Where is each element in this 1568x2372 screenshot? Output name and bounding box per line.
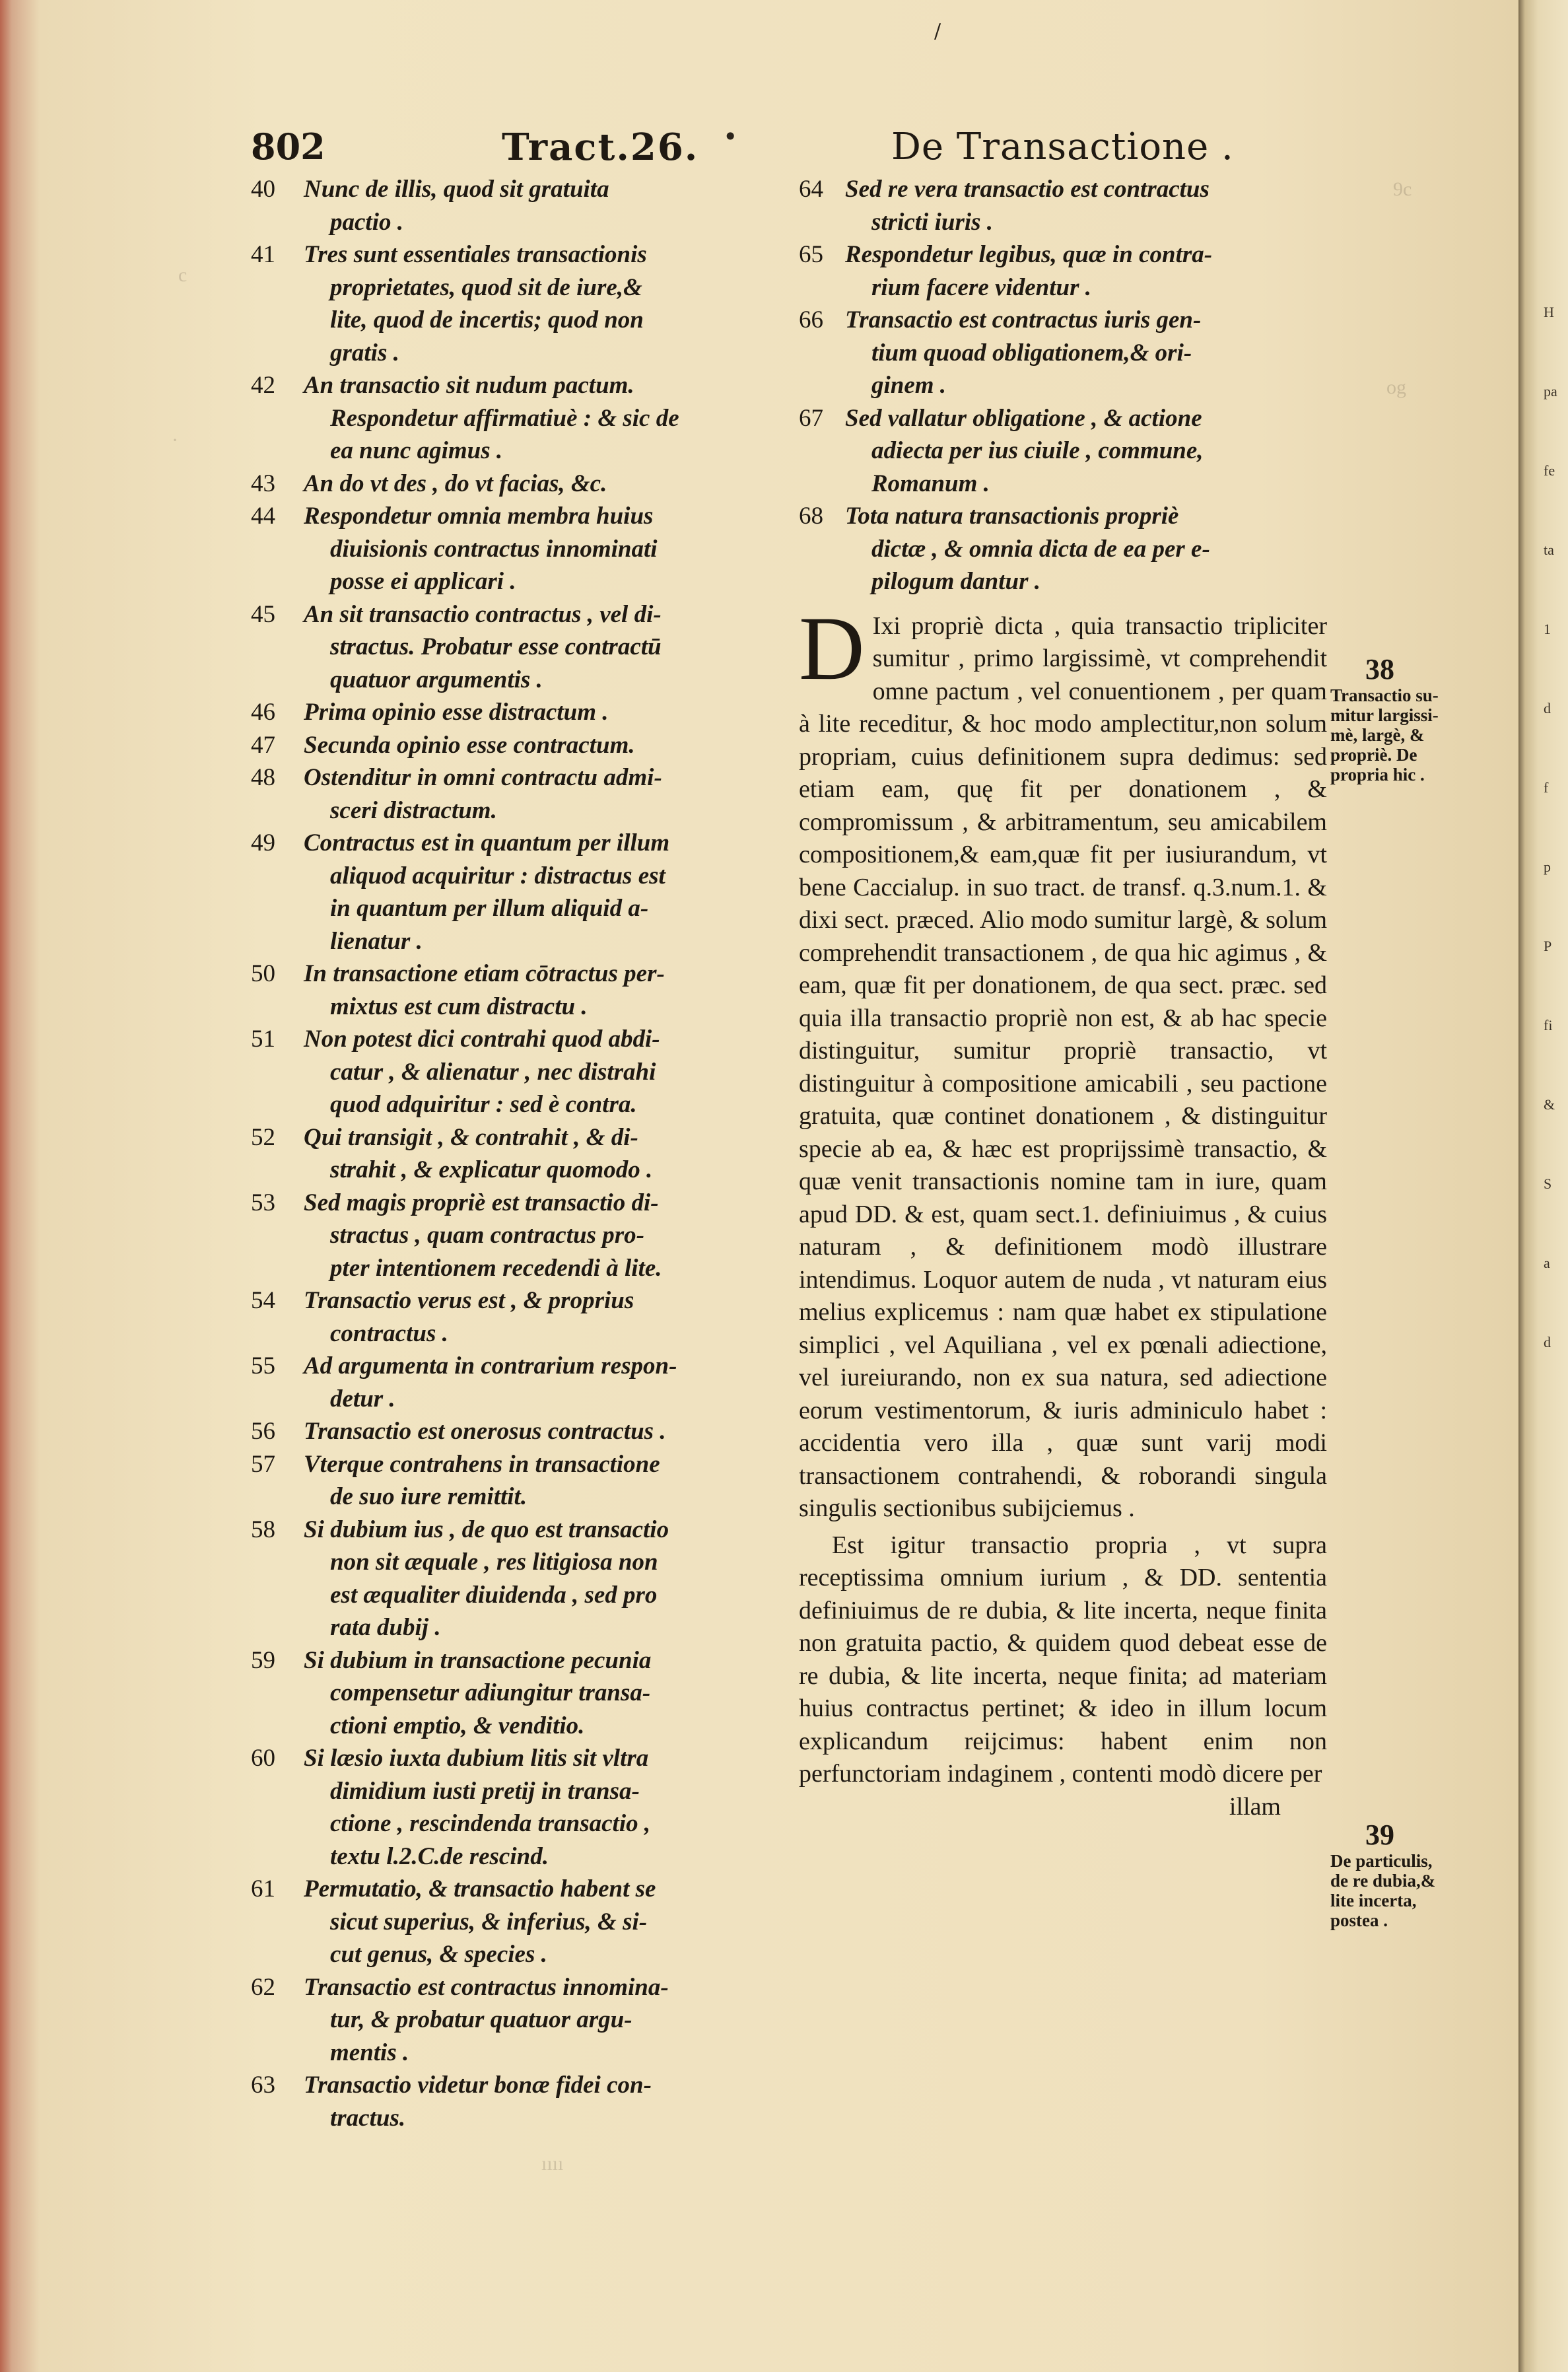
summary-line: dictæ , & omnia dicta de ea per e- xyxy=(871,535,1210,563)
summary-line: sicut superius, & inferius, & si- xyxy=(330,1908,648,1936)
summary-item-number: 53 xyxy=(251,1189,275,1216)
summary-line: posse ei applicari . xyxy=(330,568,516,595)
summary-line: contractus . xyxy=(330,1319,448,1347)
summary-item-number: 68 xyxy=(799,503,823,530)
summary-line: Transactio verus est , & proprius xyxy=(304,1287,634,1314)
summary-line: textu l.2.C.de rescind. xyxy=(330,1842,549,1870)
main-text xyxy=(799,597,1327,1824)
summary-line: quod adquiritur : sed è contra. xyxy=(330,1091,637,1118)
summary-line: rium facere videntur . xyxy=(871,273,1091,301)
summary-line: stractus , quam contractus pro- xyxy=(330,1222,644,1249)
summary-item xyxy=(799,173,1327,238)
summary-item-number: 54 xyxy=(251,1287,275,1314)
facing-page-fragment: f xyxy=(1544,779,1549,796)
summary-line: stricti iuris . xyxy=(871,208,994,236)
margin-note-line: propriè. De xyxy=(1330,745,1417,765)
facing-page-fragment: a xyxy=(1544,1255,1550,1271)
summary-item-number: 40 xyxy=(251,176,275,203)
drop-cap: D xyxy=(799,597,865,699)
summary-line: strahit , & explicatur quomodo . xyxy=(330,1156,653,1183)
summary-item xyxy=(251,729,779,762)
summary-line: Si læsio iuxta dubium litis sit vltra xyxy=(304,1745,649,1772)
facing-page-fragment: S xyxy=(1544,1175,1552,1192)
summary-item xyxy=(251,761,779,827)
summary-item-number: 60 xyxy=(251,1745,275,1772)
summary-item xyxy=(251,958,779,1023)
right-column xyxy=(799,173,1327,1823)
summary-item xyxy=(251,1121,779,1187)
summary-line: Vterque contrahens in transactione xyxy=(304,1450,660,1478)
margin-note-line: lite incerta, xyxy=(1330,1891,1417,1910)
margin-note-line: De particulis, xyxy=(1330,1851,1433,1871)
facing-page-fragment: fi xyxy=(1544,1017,1553,1033)
summary-line: pter intentionem recedendi à lite. xyxy=(330,1254,662,1282)
paragraph-2: Est igitur transactio propria , vt supra receptissima omnium iurium , & DD. sententia definiuimus de re dubia, & lite incerta, neque finita non gratuita pactio, & quidem quod debeat esse de re dubia, & lite incerta, neque finita; ad materiam huius contractus pertinet; & ideo in illum locum explicandum reijcimus: habent enim non perfunctoriam indaginem , contenti modò dicere per xyxy=(799,1531,1327,1788)
summary-item xyxy=(251,1448,779,1514)
facing-page-gutter xyxy=(1518,0,1568,2372)
summary-line: lienatur . xyxy=(330,927,423,955)
summary-item xyxy=(251,1023,779,1121)
summary-line: Respondetur affirmatiuè : & sic de xyxy=(330,404,679,432)
summary-item-number: 56 xyxy=(251,1418,275,1445)
summary-line: gratis . xyxy=(330,339,399,366)
summary-line: diuisionis contractus innominati xyxy=(330,535,658,563)
margin-note-line: mitur largissi- xyxy=(1330,705,1439,725)
tract-title: Tract.26. xyxy=(502,125,699,169)
summary-item-number: 64 xyxy=(799,176,823,203)
summary-line: detur . xyxy=(330,1385,395,1413)
facing-page-fragment: & xyxy=(1544,1096,1555,1113)
summary-column-right xyxy=(799,173,1327,598)
bleed-through-smudge: og xyxy=(1386,376,1406,398)
summary-item-number: 43 xyxy=(251,470,275,497)
summary-item xyxy=(251,1514,779,1644)
margin-note-line: de re dubia,& xyxy=(1330,1871,1436,1891)
summary-item xyxy=(251,1971,779,2070)
summary-item-number: 42 xyxy=(251,372,275,399)
summary-item-number: 59 xyxy=(251,1646,275,1674)
summary-item-number: 57 xyxy=(251,1450,275,1478)
summary-item xyxy=(251,827,779,958)
summary-item-number: 41 xyxy=(251,241,275,268)
summary-item xyxy=(251,468,779,501)
ink-mark: / xyxy=(934,20,941,43)
margin-note-line: postea . xyxy=(1330,1910,1388,1930)
catchword: illam xyxy=(1229,1792,1281,1821)
ink-mark: • xyxy=(723,122,738,151)
summary-line: Transactio est contractus innomina- xyxy=(304,1973,669,2001)
facing-page-fragment: ta xyxy=(1544,541,1554,558)
summary-line: Transactio est onerosus contractus . xyxy=(304,1418,666,1445)
summary-item xyxy=(251,369,779,468)
summary-line: Ostenditur in omni contractu admi- xyxy=(304,764,662,791)
summary-item xyxy=(251,598,779,697)
summary-line: compensetur adiungitur transa- xyxy=(330,1679,651,1706)
summary-line: Respondetur legibus, quæ in contra- xyxy=(845,241,1213,268)
margin-note-line: Transactio su- xyxy=(1330,685,1439,705)
summary-line: est æqualiter diuidenda , sed pro xyxy=(330,1581,658,1609)
summary-item xyxy=(251,1284,779,1350)
summary-line: pactio . xyxy=(330,208,403,236)
summary-line: tractus. xyxy=(330,2104,406,2132)
summary-line: An transactio sit nudum pactum. xyxy=(304,372,634,399)
margin-note-line: propria hic . xyxy=(1330,765,1425,785)
summary-item-number: 61 xyxy=(251,1875,275,1902)
summary-line: ctione , rescindenda transactio , xyxy=(330,1810,651,1837)
page-header xyxy=(251,125,1334,178)
summary-line: quatuor argumentis . xyxy=(330,666,543,693)
summary-line: An do vt des , do vt facias, &c. xyxy=(304,470,607,497)
summary-item-number: 62 xyxy=(251,1973,275,2001)
facing-page-fragment: pa xyxy=(1544,383,1557,400)
facing-page-fragment: d xyxy=(1544,1334,1551,1350)
summary-item-number: 48 xyxy=(251,764,275,791)
margin-note-number: 39 xyxy=(1365,1819,1394,1851)
summary-line: Transactio est contractus iuris gen- xyxy=(845,306,1202,333)
summary-line: Si dubium in transactione pecunia xyxy=(304,1646,652,1674)
summary-line: aliquod acquiritur : distractus est xyxy=(330,862,665,890)
summary-item xyxy=(799,304,1327,402)
summary-item xyxy=(799,402,1327,501)
summary-line: adiecta per ius ciuile , commune, xyxy=(871,437,1204,464)
facing-page-fragment: 1 xyxy=(1544,621,1551,637)
summary-line: catur , & alienatur , nec distrahi xyxy=(330,1058,656,1086)
facing-page-fragment: p xyxy=(1544,858,1551,875)
summary-item xyxy=(799,238,1327,304)
summary-item-number: 65 xyxy=(799,241,823,268)
summary-item-number: 66 xyxy=(799,306,823,333)
summary-line: rata dubij . xyxy=(330,1614,441,1641)
summary-line: stractus. Probatur esse contractū xyxy=(330,633,662,660)
summary-item xyxy=(251,696,779,729)
summary-line: mixtus est cum distractu . xyxy=(330,993,588,1020)
summary-item-number: 52 xyxy=(251,1123,275,1151)
summary-line: In transactione etiam cōtractus per- xyxy=(304,960,665,987)
facing-page-fragment: H xyxy=(1544,304,1554,320)
summary-line: Prima opinio esse distractum . xyxy=(304,699,609,726)
summary-line: Non potest dici contrahi quod abdi- xyxy=(304,1026,660,1053)
summary-line: Sed vallatur obligatione , & actione xyxy=(845,404,1202,432)
summary-item xyxy=(251,1742,779,1873)
summary-item xyxy=(251,2069,779,2134)
facing-page-fragment: fe xyxy=(1544,462,1555,479)
summary-line: tur, & probatur quatuor argu- xyxy=(330,2006,632,2033)
summary-item-number: 49 xyxy=(251,829,275,856)
summary-line: Permutatio, & transactio habent se xyxy=(304,1875,656,1902)
summary-item-number: 51 xyxy=(251,1026,275,1053)
summary-item xyxy=(251,1415,779,1448)
bleed-through-smudge: 9c xyxy=(1393,178,1412,200)
summary-line: lite, quod de incertis; quod non xyxy=(330,306,644,333)
summary-item xyxy=(251,1644,779,1743)
page-number: 802 xyxy=(251,125,325,168)
summary-line: Sed re vera transactio est contractus xyxy=(845,176,1210,203)
running-title: De Transactione . xyxy=(891,125,1234,168)
facing-page-fragment: P xyxy=(1544,938,1552,954)
paragraph-1-text: Ixi propriè dicta , quia transactio tripliciter sumitur , primo largissimè, vt comprehendit omne pactum , vel conuentionem , per quam à lite receditur, & hoc modo amplectitur,non solum propriam, cuius definitionem supra dedimus: sed etiam eam, quę fit per donationem , & compromissum , & arbitramentum, seu amicabilem compositionem,& eam,quæ fit per iusiurandum, vt bene Caccialup. in suo tract. de transf. q.3.num.1. & dixi sect. præced. Alio modo sumitur largè, & solum comprehendit transactionem , de qua hic agimus , & eam, quæ fit per donationem, de qua sect. præc. sed quia illa transactio propriè non est, & ab hac specie distinguitur, sumitur propriè transactio, vt distinguitur à compositione amicabili , seu pactione gratuita, quæ continet donationem , & distinguitur specie ab ea, & hæc est proprijssimè transactio, & quæ venit transactionis nomine tam in iure, quam apud DD. & est, quam sect.1. definiuimus , & cuius naturam , & definitionem modò illustrare intendimus. Loquor autem de nuda , vt naturam eius melius explicemus : nam quæ habet ex stipulatione simplici , vel Aquiliana , vel ex pœnali adiectione, vel iureiurando, non ex sua natura, sed adiectione eorum vestimentorum, & iuris adminiculo habet : accidentia vero illa , quæ sunt varij modi transactionem contrahendi, & roborandi singula singulis sectionibus subijciemus . xyxy=(799,611,1327,1522)
summary-item xyxy=(799,500,1327,598)
summary-line: Tota natura transactionis propriè xyxy=(845,503,1179,530)
summary-line: pilogum dantur . xyxy=(871,568,1041,595)
summary-line: Nunc de illis, quod sit gratuita xyxy=(304,176,609,203)
summary-line: Secunda opinio esse contractum. xyxy=(304,731,635,759)
summary-line: proprietates, quod sit de iure,& xyxy=(330,273,642,301)
summary-line: in quantum per illum aliquid a- xyxy=(330,895,649,922)
summary-item xyxy=(251,173,779,238)
summary-item xyxy=(251,1187,779,1285)
bleed-through-smudge: · xyxy=(172,429,178,451)
summary-line: de suo iure remittit. xyxy=(330,1483,528,1510)
summary-line: tium quoad obligationem,& ori- xyxy=(871,339,1192,366)
summary-item-number: 67 xyxy=(799,404,823,432)
summary-line: cut genus, & species . xyxy=(330,1941,547,1968)
summary-line: Si dubium ius , de quo est transactio xyxy=(304,1516,669,1543)
margin-note-39 xyxy=(1330,1819,1485,1930)
summary-line: ginem . xyxy=(871,372,947,399)
summary-item xyxy=(251,238,779,369)
summary-item xyxy=(251,1873,779,1971)
summary-line: Tres sunt essentiales transactionis xyxy=(304,241,647,268)
summary-line: Romanum . xyxy=(871,470,990,497)
summary-line: ea nunc agimus . xyxy=(330,437,503,464)
summary-line: Ad argumenta in contrarium respon- xyxy=(304,1352,677,1379)
summary-line: dimidium iusti pretij in transa- xyxy=(330,1777,640,1805)
summary-line: mentis . xyxy=(330,2039,409,2066)
bleed-through-smudge: ıııı xyxy=(541,2153,564,2175)
summary-line: ctioni emptio, & venditio. xyxy=(330,1712,585,1739)
summary-column-left xyxy=(251,173,779,2134)
summary-item-number: 47 xyxy=(251,731,275,759)
margin-note-line: mè, largè, & xyxy=(1330,725,1425,745)
facing-page-fragment: d xyxy=(1544,700,1551,716)
summary-item-number: 55 xyxy=(251,1352,275,1379)
summary-item-number: 50 xyxy=(251,960,275,987)
summary-item-number: 58 xyxy=(251,1516,275,1543)
summary-item xyxy=(251,1350,779,1415)
summary-line: Respondetur omnia membra huius xyxy=(304,503,654,530)
summary-line: Transactio videtur bonæ fidei con- xyxy=(304,2072,652,2099)
summary-line: non sit æquale , res litigiosa non xyxy=(330,1549,658,1576)
summary-item-number: 46 xyxy=(251,699,275,726)
summary-item-number: 63 xyxy=(251,2072,275,2099)
summary-item xyxy=(251,500,779,598)
summary-item-number: 44 xyxy=(251,503,275,530)
margin-note-number: 38 xyxy=(1365,653,1394,685)
summary-line: Contractus est in quantum per illum xyxy=(304,829,670,856)
margin-note-38 xyxy=(1330,654,1485,785)
bleed-through-smudge: c xyxy=(178,264,187,286)
summary-line: sceri distractum. xyxy=(330,796,497,824)
paragraph-1 xyxy=(799,597,1327,1525)
summary-line: An sit transactio contractus , vel di- xyxy=(304,600,662,628)
summary-line: Qui transigit , & contrahit , & di- xyxy=(304,1123,638,1151)
summary-item-number: 45 xyxy=(251,600,275,628)
summary-line: Sed magis propriè est transactio di- xyxy=(304,1189,659,1216)
